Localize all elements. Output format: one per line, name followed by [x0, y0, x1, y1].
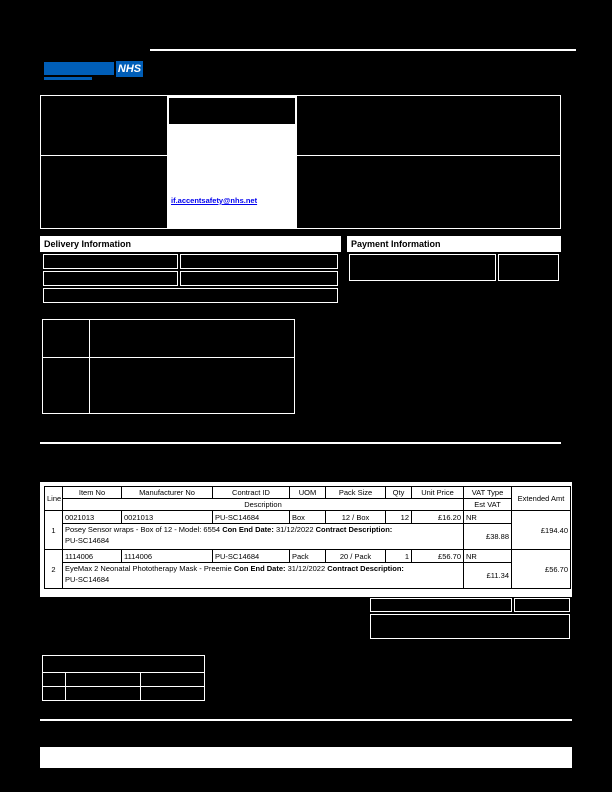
col-header-line: Line — [45, 487, 63, 511]
manufacturer-no-cell: 0021013 — [122, 511, 213, 524]
delivery-field-redaction-4 — [180, 271, 338, 286]
qty-cell: 1 — [386, 550, 412, 563]
contract-description-label: Contract Description: — [315, 525, 393, 534]
delivery-field-redaction-5 — [43, 288, 338, 303]
contract-id-cell: PU-SC14684 — [213, 550, 290, 563]
footer-table-col-divider-2 — [140, 672, 141, 700]
unit-price-cell: £16.20 — [412, 511, 464, 524]
delivery-field-redaction-3 — [43, 271, 178, 286]
page-top-border-line — [150, 49, 576, 51]
section-divider-line — [40, 442, 561, 444]
totals-amount-redaction — [514, 598, 570, 612]
extended-amt-cell: £194.40 — [512, 511, 571, 550]
item-row-1 — [45, 511, 571, 524]
line-items-area — [40, 482, 572, 597]
footer-table-row-divider-2 — [43, 686, 204, 687]
line-number-cell: 1 — [45, 511, 63, 550]
description-text: Posey Sensor wraps - Box of 12 - Model: 6554 — [65, 525, 221, 534]
header-field-redaction — [169, 98, 295, 124]
description-cell — [63, 524, 464, 550]
est-vat-cell: £11.34 — [464, 563, 512, 589]
uom-cell: Pack — [290, 550, 326, 563]
vat-type-cell: NR — [464, 550, 512, 563]
footer-table-row-divider-1 — [43, 672, 204, 673]
col-header-est-vat: Est VAT — [464, 499, 512, 511]
contract-description-label: Contract Description: — [327, 564, 404, 573]
email-link[interactable]: if.accentsafety@nhs.net — [171, 196, 258, 205]
header-middle-bottom-cell — [167, 156, 297, 228]
con-end-date-label: Con End Date: — [222, 525, 274, 534]
contract-description-value: PU-SC14684 — [65, 536, 110, 545]
con-end-date-label: Con End Date: — [233, 564, 286, 573]
payment-field-redaction-1 — [349, 254, 496, 281]
footer-table — [42, 655, 205, 701]
header-middle-top-cell — [167, 96, 297, 155]
item-row-1-description — [45, 524, 571, 550]
col-header-contract-id: Contract ID — [213, 487, 290, 499]
delivery-field-redaction-2 — [180, 254, 338, 269]
footer-divider-line — [40, 719, 572, 721]
item-row-2 — [45, 550, 571, 563]
col-header-unit-price: Unit Price — [412, 487, 464, 499]
line-number-cell: 2 — [45, 550, 63, 589]
trust-name-redaction — [44, 62, 114, 75]
pack-size-cell: 12 / Box — [326, 511, 386, 524]
mid-grid-row-divider — [43, 357, 294, 358]
header-row-divider — [41, 155, 560, 156]
totals-label-redaction — [370, 598, 512, 612]
unit-price-cell: £56.70 — [412, 550, 464, 563]
line-items-table — [44, 486, 571, 589]
qty-cell: 12 — [386, 511, 412, 524]
vat-type-cell: NR — [464, 511, 512, 524]
col-header-extended-amt: Extended Amt — [512, 487, 571, 511]
contract-description-value: PU-SC14684 — [65, 575, 110, 584]
payment-field-redaction-2 — [498, 254, 559, 281]
manufacturer-no-cell: 1114006 — [122, 550, 213, 563]
item-no-cell: 1114006 — [63, 550, 122, 563]
extended-amt-cell: £56.70 — [512, 550, 571, 589]
payment-information-header: Payment Information — [347, 236, 561, 252]
col-header-description: Description — [63, 499, 464, 511]
totals-summary-redaction — [370, 614, 570, 639]
col-header-qty: Qty — [386, 487, 412, 499]
col-header-uom: UOM — [290, 487, 326, 499]
nhs-logo-text: NHS — [117, 63, 142, 75]
item-row-2-description — [45, 563, 571, 589]
footer-bar — [40, 747, 572, 768]
header-section — [40, 95, 561, 229]
col-header-item-no: Item No — [63, 487, 122, 499]
item-no-cell: 0021013 — [63, 511, 122, 524]
pack-size-cell: 20 / Pack — [326, 550, 386, 563]
contract-id-cell: PU-SC14684 — [213, 511, 290, 524]
delivery-field-redaction-1 — [43, 254, 178, 269]
con-end-date-value: 31/12/2022 — [287, 564, 326, 573]
col-header-manufacturer-no: Manufacturer No — [122, 487, 213, 499]
mid-grid-column-divider — [89, 320, 90, 413]
uom-cell: Box — [290, 511, 326, 524]
delivery-information-header: Delivery Information — [40, 236, 341, 252]
mid-section-grid — [42, 319, 295, 414]
description-text: EyeMax 2 Neonatal Phototherapy Mask - Preemie — [65, 564, 232, 573]
est-vat-cell: £38.88 — [464, 524, 512, 550]
description-cell — [63, 563, 464, 589]
nhs-logo — [116, 61, 143, 77]
footer-table-col-divider-1 — [65, 672, 66, 700]
trust-subtext-redaction — [44, 77, 92, 80]
col-header-vat-type: VAT Type — [464, 487, 512, 499]
col-header-pack-size: Pack Size — [326, 487, 386, 499]
con-end-date-value: 31/12/2022 — [275, 525, 314, 534]
